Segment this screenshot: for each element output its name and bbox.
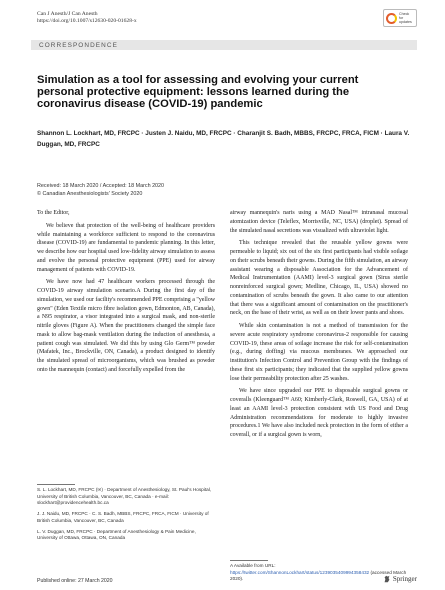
section-bar: [31, 40, 417, 50]
copyright: © Canadian Anesthesiologists' Society 2020: [37, 191, 143, 198]
paragraph: This technique revealed that the reusable yellow gowns were permeable to liquid; six out of the six first participants had visible soilage on their scrubs beneath their gowns. During the fifth simulation, an airway assistant wearing a disposable Association for the Advancement of Medical Instrumentation (AAMI) level-3 surgical gown (Sirus sterile nonreinforced surgical gown; Medline, Chicago, IL, USA) showed no contamination of scrubs beneath the gown. It also came to our attention that there was a significant amount of contamination on the practitioner's neck, on the base of their wrist, as well as on their lower pants and shoes.: [230, 240, 408, 317]
article-dates: [37, 182, 164, 198]
crossmark-icon: [386, 13, 397, 24]
springer-horse-icon: [383, 575, 391, 583]
paragraph: We have now had 47 healthcare workers processed through the COVID-19 airway simulation scenario.A During the first day of the simulation, we used our facility's recommended PPE comprising a "yellow gown" (Eden Textile micro fibre isolation gown, Edmonton, AB, Canada), a N95 respirator, a visor integrated into a surgical mask, and non-sterile nitrile gloves (Figure A). When the practitioners changed the simple face mask to allow bag-mask ventilation during the induction of anesthesia, a patient cough was simulated. We did this by using Glo Germ™ powder (Mafatek, Inc., Brockville, ON, Canada), a product designed to identify the simulated spread of microorganisms, which was brushed as powder onto the mannequin (contact) and forcefully expelled from the: [37, 279, 215, 373]
footnote-accessed: (accessed March 2020).: [230, 569, 407, 581]
doi-link[interactable]: https://doi.org/10.1007/s12630-020-01628-x: [37, 17, 137, 24]
affiliation-divider: [37, 484, 75, 485]
paragraph: We believe that protection of the well-being of healthcare providers while maintaining a workforce sufficient to respond to the coronavirus disease (COVID-19) are fundamental to pandemic planning. In this letter, we describe how our hospital used low-fidelity airway simulation to assess and evolve the personal protective equipment (PPE) used for airway management of patients with COVID-19.: [37, 222, 215, 273]
footnote-link[interactable]: https://twitter.com/ShannonLockhart/status/1239035409994358432: [230, 569, 370, 575]
footnote-divider: [230, 560, 268, 561]
section-label: CORRESPONDENCE: [39, 41, 118, 49]
badge-label: Check for updates: [399, 12, 412, 24]
left-column: [37, 209, 215, 375]
affiliations: [37, 487, 215, 542]
right-column: [230, 209, 408, 440]
received-accepted: Received: 18 March 2020 / Accepted: 18 March 2020: [37, 183, 165, 189]
publisher-name: Springer: [392, 575, 417, 583]
footnote-label: A Available from URL:: [230, 563, 276, 568]
paragraph: While skin contamination is not a method of transmission for the severe acute respiratory syndrome coronavirus-2 responsible for causing COVID-19, these areas of soilage increase the risk for self-contamination (e.g., during doffing) via mucous membranes. We approached our institution's Infection Control and Prevention Group with the findings of these first six participants; they indicated that the supplied yellow gowns lose their permeability protection after 25 washes.: [230, 323, 408, 382]
author-list: Shannon L. Lockhart, MD, FRCPC · Justen J. Naidu, MD, FRCPC · Charanjit S. Badh, MBBS, FRCPC, FRCA, FICM · Laura V. Duggan, MD, FRCPC: [37, 130, 410, 149]
publisher-logo: [383, 575, 417, 583]
article-title: Simulation as a tool for assessing and evolving your current personal protective equipment: lessons learned during the coronavirus disease (COVID-19) pandemic: [37, 74, 359, 110]
published-date: Published online: 27 March 2020: [37, 578, 113, 584]
affiliation: L. V. Duggan, MD, FRCPC · Department of Anesthesiology & Pain Medicine, University of Ottawa, Ottawa, ON, Canada: [37, 528, 196, 541]
paragraph: We have since upgraded our PPE to disposable surgical gowns or coveralls (Kleenguard™ A60; Kimberly-Clark, Roswell, GA, USA) of at least an AAMI level-3 protection consistent with US Food and Drug Administration recommendations for moderate to highly invasive procedures.1 We have also included neck protection in the form of either a coverall, or if a surgical gown is worn,: [230, 388, 408, 438]
affiliation: J. J. Naidu, MD, FRCPC · C. S. Badh, MBBS, FRCPC, FRCA, FICM · University of British Columbia, Vancouver, BC, Canada: [37, 511, 209, 523]
check-for-updates-badge[interactable]: [383, 9, 417, 27]
paragraph: airway mannequin's naris using a MAD Nasal™ intranasal mucosal atomization device (Teleflex, Morrisville, NC, USA) (droplet). Spread of the simulated nasal secretions was visualized with ultraviolet light.: [230, 210, 408, 234]
journal-header: [37, 11, 137, 24]
salutation: To the Editor,: [37, 210, 70, 216]
journal-name: Can J Anesth/J Can Anesth: [37, 11, 98, 17]
affiliation: S. L. Lockhart, MD, FRCPC (✉) · Department of Anesthesiology, St. Paul's Hospital, University of British Columbia, Vancouver, BC, Canada · e-mail: slockhart@providencehealth.bc.ca: [37, 487, 212, 506]
